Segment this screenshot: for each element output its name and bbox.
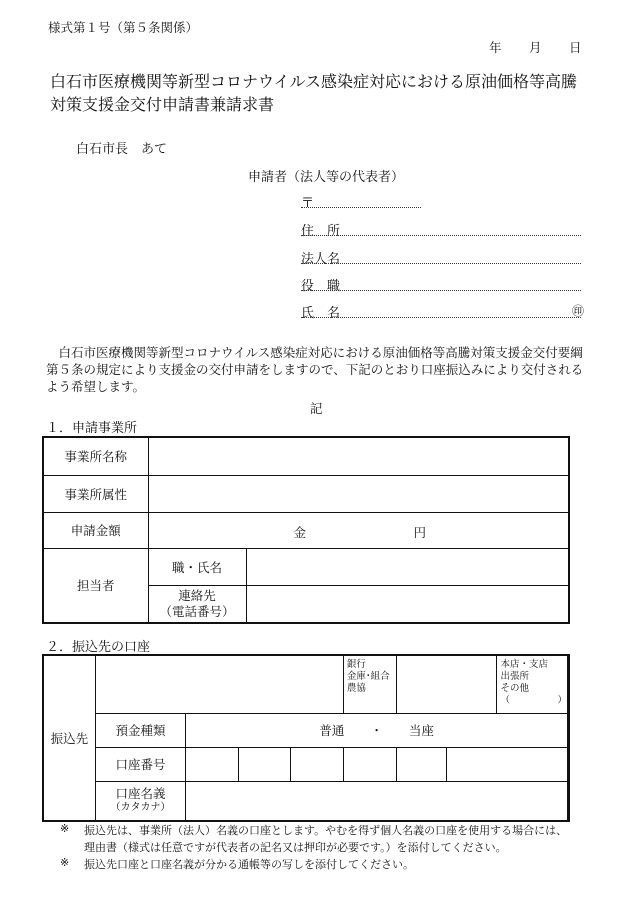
name-label: 氏 名	[301, 306, 341, 321]
amount-field[interactable]	[148, 512, 569, 548]
branch-type-3: （ ）	[500, 695, 567, 706]
contact-text: 連絡先	[178, 587, 216, 603]
position-line[interactable]	[301, 290, 581, 291]
section2-heading: ２．振込先の口座	[46, 640, 151, 655]
deposit-separator: ・	[370, 723, 383, 738]
account-digit-6[interactable]	[446, 747, 567, 781]
amount-kin: 金	[293, 524, 307, 540]
position-label: 役 職	[301, 279, 341, 294]
note-2-line-1: 振込先口座と口座名義が分かる通帳等の写しを添付してください。	[84, 858, 414, 871]
amount-yen: 円	[413, 524, 427, 540]
contact-field[interactable]	[246, 585, 569, 623]
bank-name-field[interactable]	[95, 655, 343, 713]
title-name-label: 職・氏名	[148, 548, 246, 585]
note-1-mark: ※	[60, 822, 70, 835]
title-name-field[interactable]	[246, 548, 569, 585]
ki-marker: 記	[310, 401, 323, 416]
form-number: 様式第１号（第５条関係）	[48, 20, 199, 35]
note-1-line-2: 理由書（様式は任意ですが代表者の記名又は押印が必要です。）を添付してください。	[84, 841, 507, 854]
seal-mark: ㊞	[571, 304, 584, 318]
postal-label: 〒	[301, 196, 315, 211]
branch-type-cell	[497, 655, 568, 713]
address-label: 住 所	[301, 224, 341, 239]
bank-type-0: 銀行	[346, 659, 366, 670]
account-digit-1[interactable]	[186, 747, 239, 781]
corp-name-label: 法人名	[301, 252, 341, 267]
date-day-label: 日	[569, 40, 582, 55]
note-2-mark: ※	[60, 856, 70, 869]
address-line[interactable]	[301, 235, 581, 236]
bank-type-2: 農協	[346, 683, 366, 694]
bank-type-cell	[343, 655, 396, 713]
section1-heading: １．申請事業所	[46, 421, 138, 436]
date-year-label: 年	[489, 40, 502, 55]
account-name-label	[95, 781, 186, 821]
deposit-type-field[interactable]	[186, 713, 568, 747]
document-title: 白石市医療機関等新型コロナウイルス感染症対応における原油価格等高騰対策支援金交付申請書兼請求書	[50, 72, 578, 114]
phone-text: （電話番号）	[159, 603, 235, 619]
office-table	[42, 436, 570, 624]
account-digit-7[interactable]	[568, 747, 570, 781]
katakana-text: （カタカナ）	[110, 801, 171, 813]
account-digit-5[interactable]	[397, 747, 447, 781]
account-digit-3[interactable]	[291, 747, 344, 781]
date-month-label: 月	[529, 40, 542, 55]
name-line[interactable]	[301, 317, 581, 318]
deposit-type-label: 預金種類	[95, 713, 186, 747]
office-name-field[interactable]	[148, 437, 569, 475]
account-digit-2[interactable]	[238, 747, 291, 781]
contact-label	[148, 585, 246, 623]
deposit-current[interactable]: 当座	[408, 723, 434, 738]
contact-person-label: 担当者	[43, 548, 148, 623]
account-number-label: 口座番号	[95, 747, 186, 781]
office-name-label: 事業所名称	[43, 437, 148, 475]
amount-label: 申請金額	[43, 512, 148, 548]
account-name-text: 口座名義	[115, 785, 166, 801]
note-1-line-1: 振込先は、事業所（法人）名義の口座とします。やむを得ず個人名義の口座を使用する場合には、	[84, 824, 568, 837]
application-statement: 白石市医療機関等新型コロナウイルス感染症対応における原油価格等高騰対策支援金交付要綱第５条の規定により支援金の交付申請をしますので、下記のとおり口座振込みにより交付されるよう希望します。	[46, 345, 584, 394]
transfer-to-label: 振込先	[43, 655, 95, 821]
account-digit-4[interactable]	[343, 747, 396, 781]
branch-name-field[interactable]	[397, 655, 497, 713]
office-attr-field[interactable]	[148, 475, 569, 512]
deposit-ordinary[interactable]: 普通	[319, 723, 345, 738]
bank-type-1: 金庫･組合	[346, 671, 390, 682]
account-name-field[interactable]	[186, 781, 568, 821]
postal-line[interactable]	[301, 207, 421, 208]
corp-name-line[interactable]	[301, 263, 581, 264]
branch-type-1: 出張所	[500, 671, 529, 682]
bank-table	[42, 654, 570, 822]
addressee: 白石市長 あて	[76, 142, 168, 157]
branch-type-2: その他	[500, 683, 529, 694]
applicant-heading: 申請者（法人等の代表者）	[248, 170, 405, 185]
branch-type-0: 本店・支店	[500, 659, 548, 670]
office-attr-label: 事業所属性	[43, 475, 148, 512]
